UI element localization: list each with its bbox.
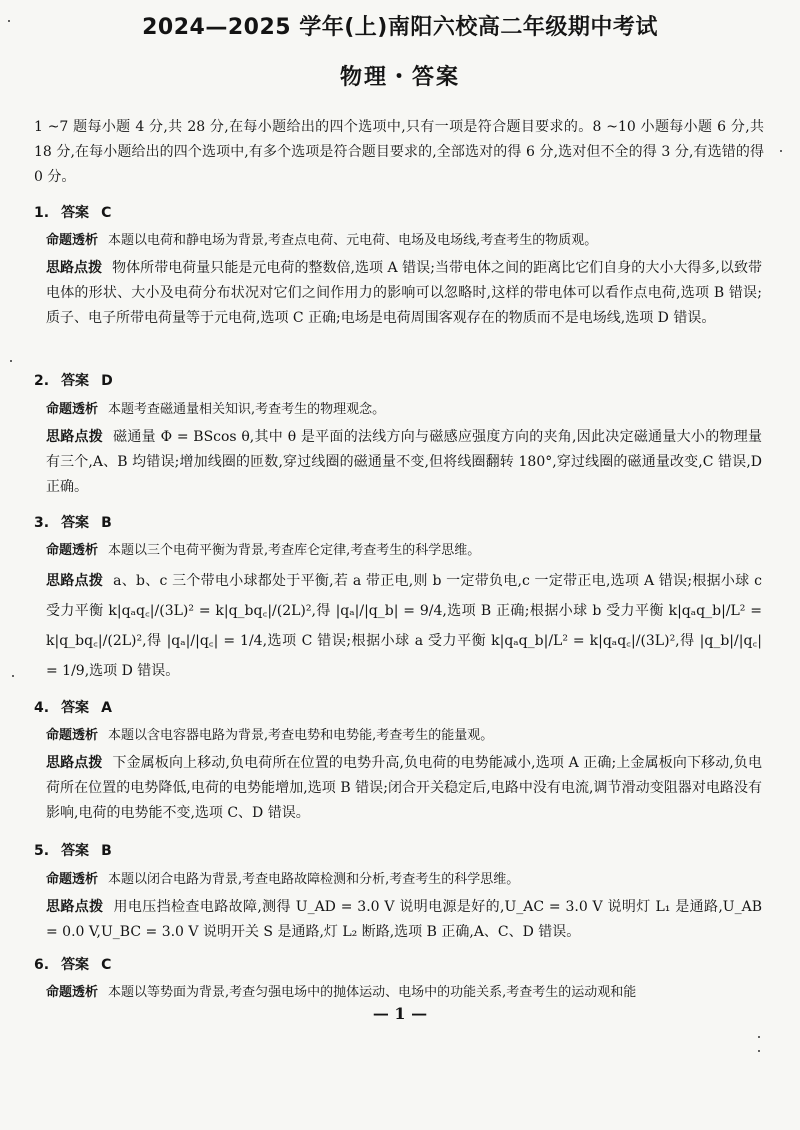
hint-text: 下金属板向上移动,负电荷所在位置的电势升高,负电荷的电势能减小,选项 A 正确;上金属板向下移动,负电荷所在位置的电势降低,电荷的电势能增加,选项 B 错误;闭合开关稳定后,电路中没有电流,调节滑动变阻器对电路没有影响,电荷的电势能不变,选项 C、D 错误。 (46, 755, 763, 821)
hint-label: 思路点拨 (46, 429, 104, 445)
question-3-header (34, 512, 124, 532)
question-1-header (34, 202, 123, 222)
analysis-label: 命题透析 (46, 728, 99, 743)
question-5-header (34, 840, 124, 860)
hint-label: 思路点拨 (46, 755, 103, 771)
analysis-text: 本题以三个电荷平衡为背景,考查库仑定律,考查考生的科学思维。 (108, 543, 481, 558)
answer-label: 答案 (61, 700, 90, 716)
question-2-analysis (46, 397, 762, 422)
scan-speck (758, 1050, 760, 1052)
answer-value: C (101, 205, 112, 221)
answer-label: 答案 (61, 205, 90, 221)
scan-speck (758, 1036, 760, 1038)
question-number: 6. (34, 957, 50, 973)
question-5-analysis (46, 867, 762, 892)
hint-text: 用电压挡检查电路故障,测得 U_AD = 3.0 V 说明电源是好的,U_AC = 3.0 V 说明灯 L₁ 是通路,U_AB = 0.0 V,U_BC = 3.0 V 说明开关 S 是通路,灯 L₂ 断路,选项 B 正确,A、C、D 错误。 (46, 899, 763, 940)
question-number: 4. (34, 700, 50, 716)
analysis-label: 命题透析 (46, 543, 99, 558)
hint-text: 物体所带电荷量只能是元电荷的整数倍,选项 A 错误;当带电体之间的距离比它们自身的大小大得多,以致带电体的形状、大小及电荷分布状况对它们之间作用力的影响可以忽略时,这样的带电体可以看作点电荷,选项 B 错误;质子、电子所带电荷量等于元电荷,选项 C 正确;电场是电荷周围客观存在的物质而不是电场线,选项 D 错误。 (46, 260, 762, 326)
answer-value: B (101, 515, 112, 531)
hint-label: 思路点拨 (46, 899, 104, 915)
analysis-label: 命题透析 (46, 872, 99, 887)
question-1-analysis (46, 228, 762, 253)
question-2-header (34, 370, 125, 390)
answer-value: A (101, 700, 112, 716)
answer-value: B (101, 843, 112, 859)
answer-label: 答案 (61, 843, 90, 859)
scoring-instructions: 1 ~7 题每小题 4 分,共 28 分,在每小题给出的四个选项中,只有一项是符合题目要求的。8 ~10 小题每小题 6 分,共 18 分,在每小题给出的四个选项中,有多个选项是符合题目要求的,全部选对的得 6 分,选对但不全的得 3 分,有选错的得 0 分。 (34, 119, 764, 185)
question-4-header (34, 697, 124, 717)
analysis-text: 本题考查磁通量相关知识,考查考生的物理观念。 (108, 402, 386, 417)
question-2-hint (46, 425, 762, 500)
answer-label: 答案 (61, 373, 90, 389)
question-6-analysis (46, 980, 762, 1005)
question-number: 1. (34, 205, 50, 221)
question-number: 5. (34, 843, 50, 859)
hint-text: a、b、c 三个带电小球都处于平衡,若 a 带正电,则 b 一定带负电,c 一定带正电,选项 A 错误;根据小球 c 受力平衡 k|qₐq꜀|/(3L)² = k|q_bq꜀|/(2L)²,得 |qₐ|/|q_b| = 9/4,选项 B 正确;根据小球 b 受力平衡 k|qₐq_b|/L² = k|q_bq꜀|/(2L)²,得 |qₐ|/|q꜀| = 1/4,选项 C 错误;根据小球 a 受力平衡 k|qₐq_b|/L² = k|qₐq꜀|/(3L)²,得 |q_b|/|q꜀| = 1/9,选项 D 错误。 (46, 573, 762, 679)
question-number: 3. (34, 515, 50, 531)
question-4-hint (46, 751, 762, 826)
question-number: 2. (34, 373, 50, 389)
hint-label: 思路点拨 (46, 573, 104, 589)
answer-label: 答案 (61, 957, 90, 973)
analysis-text: 本题以含电容器电路为背景,考查电势和电势能,考查考生的能量观。 (108, 728, 494, 743)
hint-text: 磁通量 Φ = BScos θ,其中 θ 是平面的法线方向与磁感应强度方向的夹角,因此决定磁通量大小的物理量有三个,A、B 均错误;增加线圈的匝数,穿过线圈的磁通量不变,但将线圈翻转 180°,穿过线圈的磁通量改变,C 错误,D 正确。 (46, 429, 763, 495)
analysis-text: 本题以等势面为背景,考查匀强电场中的抛体运动、电场中的功能关系,考查考生的运动观和能 (108, 985, 637, 1000)
answer-value: D (101, 373, 113, 389)
analysis-label: 命题透析 (46, 233, 99, 248)
exam-title: 2024—2025 学年(上)南阳六校高二年级期中考试 (142, 15, 658, 40)
question-1-hint (46, 256, 762, 331)
question-5-hint (46, 895, 762, 945)
hint-label: 思路点拨 (46, 260, 103, 276)
scan-speck (10, 360, 12, 362)
question-3-analysis (46, 538, 762, 563)
analysis-label: 命题透析 (46, 985, 99, 1000)
answer-value: C (101, 957, 112, 973)
scan-speck (780, 150, 782, 152)
analysis-label: 命题透析 (46, 402, 99, 417)
question-4-analysis (46, 723, 762, 748)
question-3-hint (46, 566, 762, 686)
scan-speck (12, 675, 14, 677)
exam-subtitle: 物理・答案 (339, 65, 460, 90)
answer-label: 答案 (61, 515, 90, 531)
page-number: — 1 — (372, 1004, 428, 1023)
analysis-text: 本题以闭合电路为背景,考查电路故障检测和分析,考查考生的科学思维。 (108, 872, 520, 887)
analysis-text: 本题以电荷和静电场为背景,考查点电荷、元电荷、电场及电场线,考查考生的物质观。 (108, 233, 598, 248)
scan-speck (8, 20, 10, 22)
question-6-header (34, 954, 123, 974)
